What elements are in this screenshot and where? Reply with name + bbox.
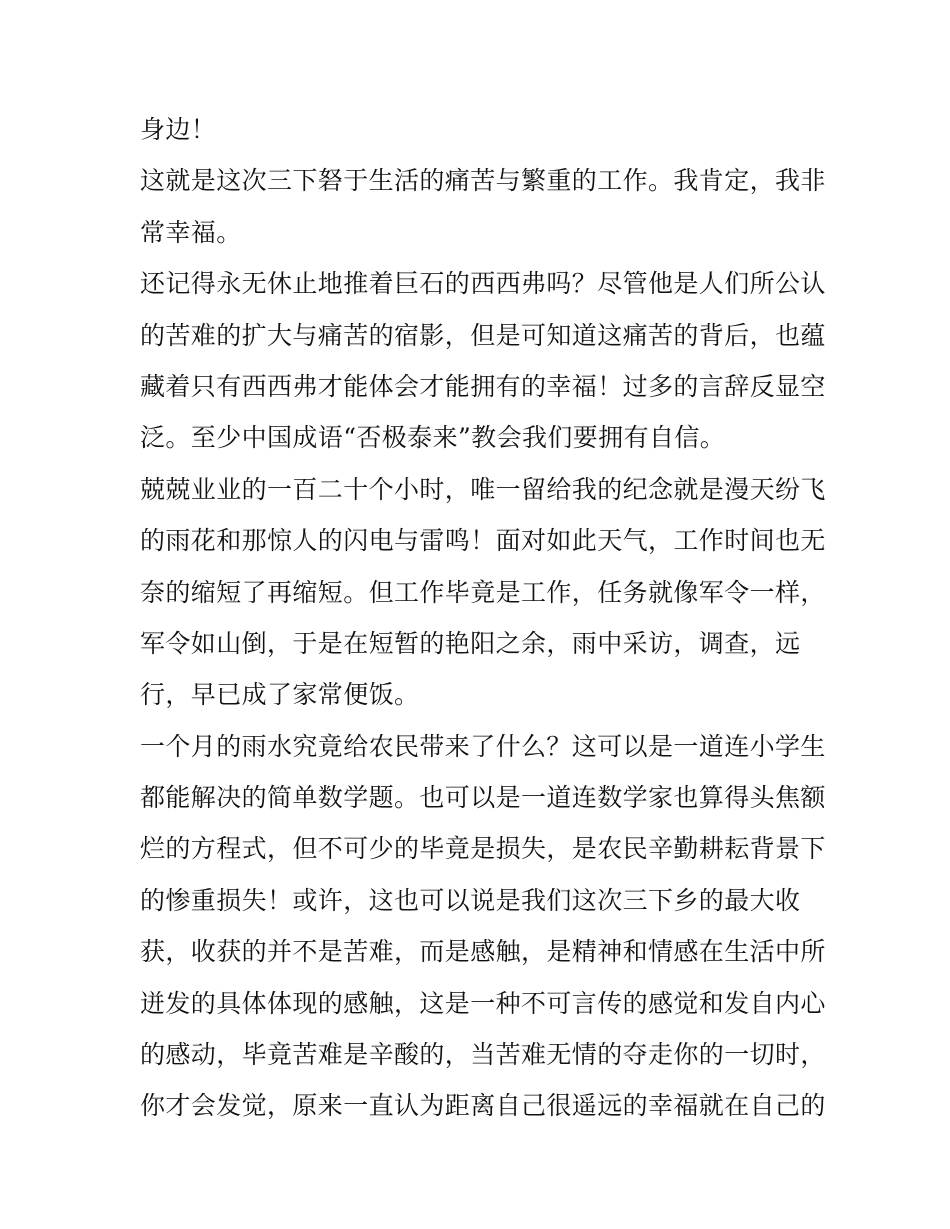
text-line: 行，早已成了家常便饭。 (140, 680, 420, 710)
text-line: 兢兢业业的一百二十个小时，唯一留给我的纪念就是漫天纷飞 (140, 474, 826, 504)
text-line: 还记得永无休止地推着巨石的西西弗吗？尽管他是人们所公认 (140, 269, 826, 299)
text-line: 奈的缩短了再缩短。但工作毕竟是工作，任务就像军令一样， (140, 577, 826, 607)
body-text (140, 108, 826, 1136)
text-line: 藏着只有西西弗才能体会才能拥有的幸福！过多的言辞反显空 (140, 371, 826, 401)
text-line: 常幸福。 (140, 217, 242, 247)
text-line: 的苦难的扩大与痛苦的宿影，但是可知道这痛苦的背后，也蕴 (140, 320, 826, 350)
text-line: 获，收获的并不是苦难，而是感触，是精神和情感在生活中所 (140, 937, 826, 967)
text-line: 的雨花和那惊人的闪电与雷鸣！面对如此天气，工作时间也无 (140, 526, 826, 556)
text-line: 军令如山倒，于是在短暂的艳阳之余，雨中采访，调查，远 (140, 628, 801, 658)
text-line: 身边！ (140, 115, 217, 144)
text-line: 你才会发觉，原来一直认为距离自己很遥远的幸福就在自己的 (140, 1091, 826, 1121)
text-line: 泛。至少中国成语“否极泰来”教会我们要拥有自信。 (140, 423, 726, 453)
text-line: 烂的方程式，但不可少的毕竟是损失，是农民辛勤耕耘背景下 (140, 834, 826, 864)
text-line: 的惨重损失！或许，这也可以说是我们这次三下乡的最大收 (140, 885, 801, 915)
text-line: 的感动，毕竟苦难是辛酸的，当苦难无情的夺走你的一切时， (140, 1040, 826, 1070)
text-line: 迸发的具体体现的感触，这是一种不可言传的感觉和发自内心 (140, 988, 826, 1018)
text-line: 都能解决的简单数学题。也可以是一道连数学家也算得头焦额 (140, 783, 826, 813)
text-line: 这就是这次三下砮于生活的痛苦与繁重的工作。我肯定，我非 (140, 166, 826, 196)
text-line: 一个月的雨水究竟给农民带来了什么？这可以是一道连小学生 (140, 731, 826, 761)
